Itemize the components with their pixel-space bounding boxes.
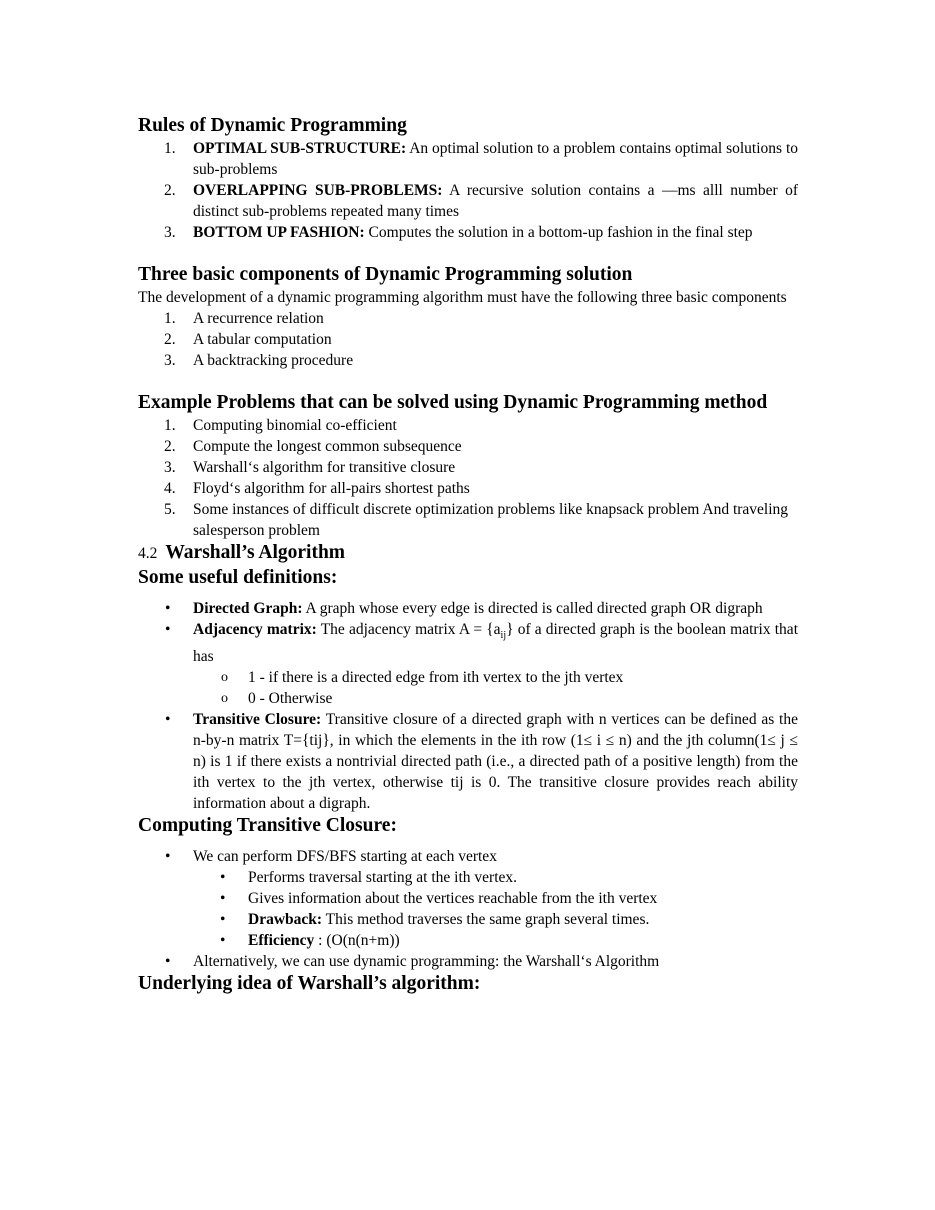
list-item: • Drawback: This method traverses the same graph several times. xyxy=(220,911,650,929)
components-list xyxy=(138,308,798,371)
definitions-list xyxy=(138,598,798,814)
term: BOTTOM UP FASHION: xyxy=(193,224,365,241)
list-item: 1. A recurrence relation xyxy=(164,310,324,327)
list-item: • Adjacency matrix: The adjacency matrix $A = \{a_{ij}\}$ of a directed graph is the boolean matrix that has o 1 - if there is a directed edge from ith vertex to the jth vertex o 0 - Otherwise xyxy=(165,621,798,708)
warshall-heading: 4.2 Warshall’s Algorithm xyxy=(138,542,346,563)
term: Drawback: xyxy=(248,911,323,929)
list-item: 5. Some instances of difficult discrete optimization problems like knapsack problem And traveling salesperson problem xyxy=(164,501,789,539)
term: Adjacency matrix: xyxy=(193,621,317,638)
bullet: • xyxy=(165,953,171,971)
bullet: • xyxy=(165,848,171,866)
list-item: 2. A tabular computation xyxy=(164,331,332,348)
bullet: • xyxy=(165,621,171,638)
components-heading: Three basic components of Dynamic Programming solution xyxy=(138,264,633,285)
computing-list xyxy=(138,846,798,972)
bullet: • xyxy=(165,711,171,729)
list-item: 3. A backtracking procedure xyxy=(164,352,354,369)
rules-heading: Rules of Dynamic Programming xyxy=(138,115,407,136)
rules-list xyxy=(138,138,798,243)
computing-heading: Computing Transitive Closure: xyxy=(138,815,397,837)
list-item: 2. OVERLAPPING SUB-PROBLEMS: A recursive solution contains a ―ms alll number of distinct sub-problems repeated many times xyxy=(164,182,798,220)
bullet: • xyxy=(165,600,171,617)
list-item: • Gives information about the vertices reachable from the ith vertex xyxy=(220,890,658,908)
list-item: o 0 - Otherwise xyxy=(221,690,333,708)
underlying-heading: Underlying idea of Warshall’s algorithm: xyxy=(138,973,481,995)
adjacency-options xyxy=(193,667,798,709)
list-item: • Alternatively, we can use dynamic programming: the Warshall‘s Algorithm xyxy=(165,953,660,971)
list-item: 3. Warshall‘s algorithm for transitive closure xyxy=(164,459,456,476)
term: Directed Graph: xyxy=(193,600,303,617)
list-item: • Directed Graph: A graph whose every edge is directed is called directed graph OR digraph xyxy=(165,600,763,617)
list-item: 1. OPTIMAL SUB-STRUCTURE: An optimal solution to a problem contains optimal solutions to sub-problems xyxy=(164,140,799,178)
term: OPTIMAL SUB-STRUCTURE: xyxy=(193,140,407,157)
list-item: • Efficiency : (O(n(n+m)) xyxy=(220,932,400,950)
components-intro: The development of a dynamic programming algorithm must have the following three basic components xyxy=(138,289,787,306)
examples-heading: Example Problems that can be solved using Dynamic Programming method xyxy=(138,392,768,413)
examples-list xyxy=(138,415,798,541)
list-item: • Transitive Closure: Transitive closure of a directed graph with n vertices can be defined as the n-by-n matrix T={tij}, in which the elements in the ith row (1≤ i ≤ n) and the jth column(1≤ j ≤ n) is 1 if there exists a nontrivial directed path (i.e., a directed path of a positive length) from the ith vertex to the jth vertex, otherwise tij is 0. The transitive closure provides reach ability information about a digraph. xyxy=(165,711,798,813)
list-item: • We can perform DFS/BFS starting at each vertex • Performs traversal starting at the ith vertex. • Gives information about the vertices reachable from the ith vertex • Drawback: This method traverses the same graph several times. • Efficiency : (O(n(n+m)) xyxy=(138,846,798,951)
list-item: 1. Computing binomial co-efficient xyxy=(164,417,397,434)
term: Efficiency xyxy=(248,932,315,950)
definitions-heading: Some useful definitions: xyxy=(138,567,338,588)
list-item: 3. BOTTOM UP FASHION: Computes the solution in a bottom-up fashion in the final step xyxy=(164,224,753,241)
list-item: • Performs traversal starting at the ith vertex. xyxy=(220,869,518,887)
section-number: 4.2 xyxy=(138,545,158,562)
list-item: 2. Compute the longest common subsequence xyxy=(164,438,462,455)
list-item: o 1 - if there is a directed edge from ith vertex to the jth vertex xyxy=(221,669,624,687)
dfs-details xyxy=(193,867,798,951)
term: OVERLAPPING SUB-PROBLEMS: xyxy=(193,182,443,199)
term: Transitive Closure: xyxy=(193,711,322,729)
document-page xyxy=(138,114,798,996)
list-item: 4. Floyd‘s algorithm for all-pairs shortest paths xyxy=(164,480,470,497)
